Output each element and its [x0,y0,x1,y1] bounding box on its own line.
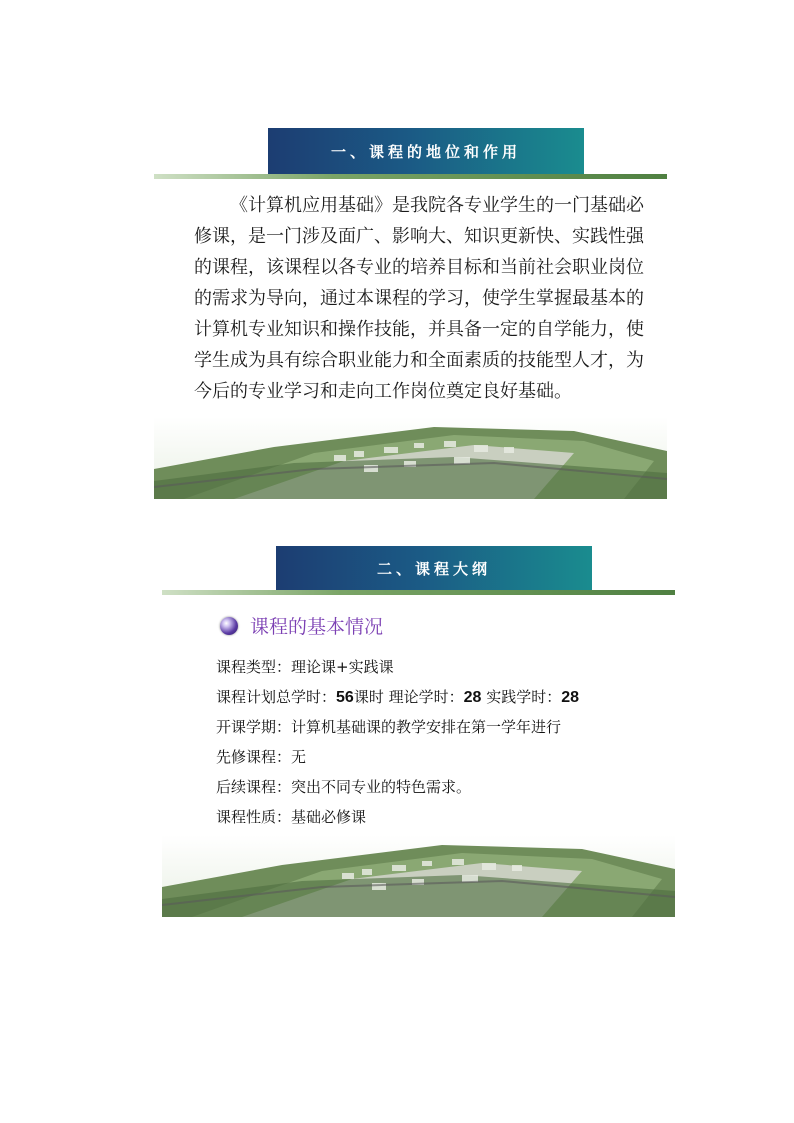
practice-hours: 28 [561,689,580,706]
theory-hours: 28 [463,689,482,706]
list-item-hours [216,682,579,712]
list-item-followup: 后续课程：突出不同专业的特色需求。 [216,778,472,796]
subheading [220,612,383,639]
practice-label: 实践学时： [486,688,562,706]
section-title: 一、课程的地位和作用 [330,142,521,161]
section-title-banner [276,546,592,590]
slide-course-outline [162,546,675,917]
section-title: 二、课程大纲 [376,559,491,578]
subheading-text: 课程的基本情况 [250,616,384,638]
list-item-prerequisite: 先修课程：无 [216,748,307,766]
section-title-banner [268,128,584,174]
slide-course-position [154,128,667,499]
purple-orb-icon [220,617,238,635]
hours-unit: 课时 [353,688,384,706]
course-info-list [216,652,579,832]
theory-label: 理论学时： [388,688,464,706]
campus-aerial-image [162,835,675,917]
hours-label: 课程计划总学时： [216,688,337,706]
header-divider [162,590,675,595]
list-item-course-type: 课程类型：理论课+实践课 [216,658,394,676]
list-item-nature: 课程性质：基础必修课 [216,808,367,826]
course-description: 《计算机应用基础》是我院各专业学生的一门基础必修课，是一门涉及面广、影响大、知识更新快、实践性强的课程，该课程以各专业的培养目标和当前社会职业岗位的需求为导向，通过本课程的学习，使学生掌握最基本的计算机专业知识和操作技能，并具备一定的自学能力，使学生成为具有综合职业能力和全面素质的技能型人才，为今后的专业学习和走向工作岗位奠定良好基础。 [194,195,644,402]
header-divider [154,174,667,179]
hours-total: 56 [336,689,354,706]
list-item-schedule: 开课学期：计算机基础课的教学安排在第一学年进行 [216,718,562,736]
campus-aerial-image [154,417,667,499]
